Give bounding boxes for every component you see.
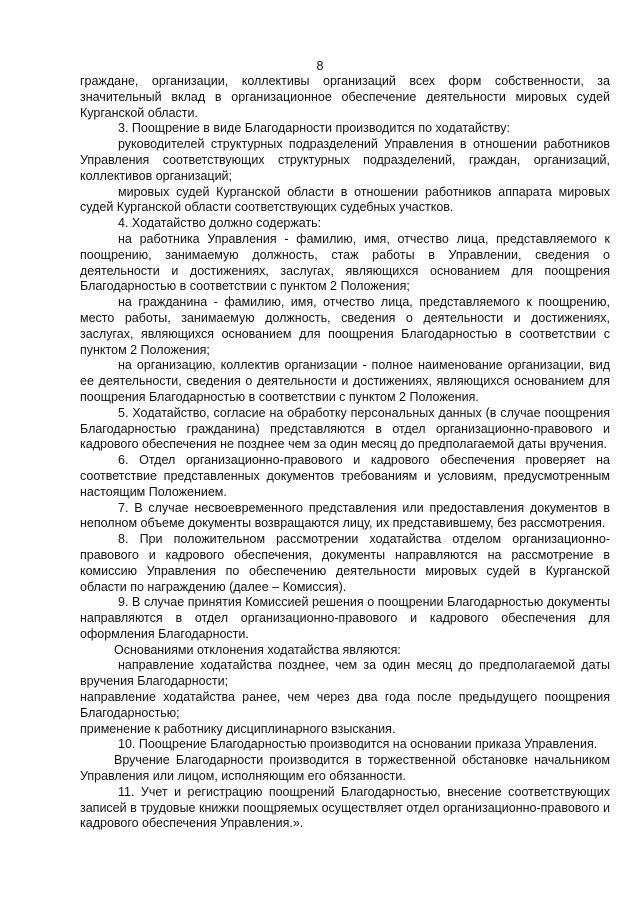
- paragraph: Вручение Благодарности производится в торжественной обстановке начальником Управления или лицом, исполняющим его обязанности.: [80, 753, 610, 784]
- paragraph: 6. Отдел организационно-правового и кадрового обеспечения проверяет на соответствие представленных документов требованиям и условиям, предусмотренным настоящим Положением.: [80, 453, 610, 499]
- paragraph: Основаниями отклонения ходатайства являются:: [114, 642, 401, 657]
- document-body: [80, 74, 610, 832]
- paragraph: 7. В случае несвоевременного представления или предоставления документов в неполном объеме документы возвращаются лицу, их представившему, без рассмотрения.: [80, 500, 610, 531]
- paragraph: граждане, организации, коллективы организаций всех форм собственности, за значительный вклад в организационное обеспечение деятельности мировых судей Курганской области.: [80, 74, 610, 120]
- paragraph: 10. Поощрение Благодарностью производится на основании приказа Управления.: [118, 737, 598, 752]
- paragraph: на организацию, коллектив организации - полное наименование организации, вид ее деятельности, сведения о деятельности и достижениях, являющихся основанием для поощрения Благодарностью в соответствии с пунктом 2 Положения.: [80, 358, 610, 404]
- paragraph: направление ходатайства позднее, чем за один месяц до предполагаемой даты вручения Благодарности;: [80, 658, 610, 689]
- paragraph: 8. При положительном рассмотрении ходатайства отделом организационно-правового и кадрового обеспечения, документы направляются на рассмотрение в комиссию Управления по обеспечению деятельности мировых судей в Курганской области по награждению (далее – Комиссия).: [80, 532, 610, 594]
- paragraph: 11. Учет и регистрацию поощрений Благодарностью, внесение соответствующих записей в трудовые книжки поощряемых осуществляет отдел организационно-правового и кадрового обеспечения Управления.».: [80, 784, 610, 831]
- page-number: 8: [316, 59, 324, 73]
- paragraph: направление ходатайства ранее, чем через два года после предыдущего поощрения Благодарностью;: [80, 690, 610, 720]
- paragraph: на гражданина - фамилию, имя, отчество лица, представляемого к поощрению, место работы, занимаемую должность, сведения о деятельности и достижениях, заслугах, являющихся основанием для поощрения Благодарностью в соответствии с пунктом 2 Положения;: [80, 295, 610, 357]
- paragraph: применение к работнику дисциплинарного взыскания.: [80, 721, 396, 736]
- paragraph: руководителей структурных подразделений Управления в отношении работников Управления соответствующих структурных подразделений, граждан, организаций, коллективов организаций;: [80, 137, 610, 183]
- paragraph: 4. Ходатайство должно содержать:: [118, 216, 322, 231]
- paragraph: мировых судей Курганской области в отношении работников аппарата мировых судей Курганской области соответствующих судебных участков.: [80, 184, 610, 215]
- paragraph: 5. Ходатайство, согласие на обработку персональных данных (в случае поощрения Благодарностью гражданина) представляются в отдел организационно-правового и кадрового обеспечения не позднее чем за один месяц до предполагаемой даты вручения.: [80, 405, 610, 452]
- paragraph: 9. В случае принятия Комиссией решения о поощрении Благодарностью документы направляются в отдел организационно-правового и кадрового обеспечения для оформления Благодарности.: [80, 595, 610, 641]
- paragraph: 3. Поощрение в виде Благодарности производится по ходатайству:: [118, 121, 510, 136]
- paragraph: на работника Управления - фамилию, имя, отчество лица, представляемого к поощрению, занимаемую должность, стаж работы в Управлении, сведения о деятельности и достижениях, заслугах, являющихся основанием для поощрения Благодарностью в соответствии с пунктом 2 Положения;: [80, 231, 610, 294]
